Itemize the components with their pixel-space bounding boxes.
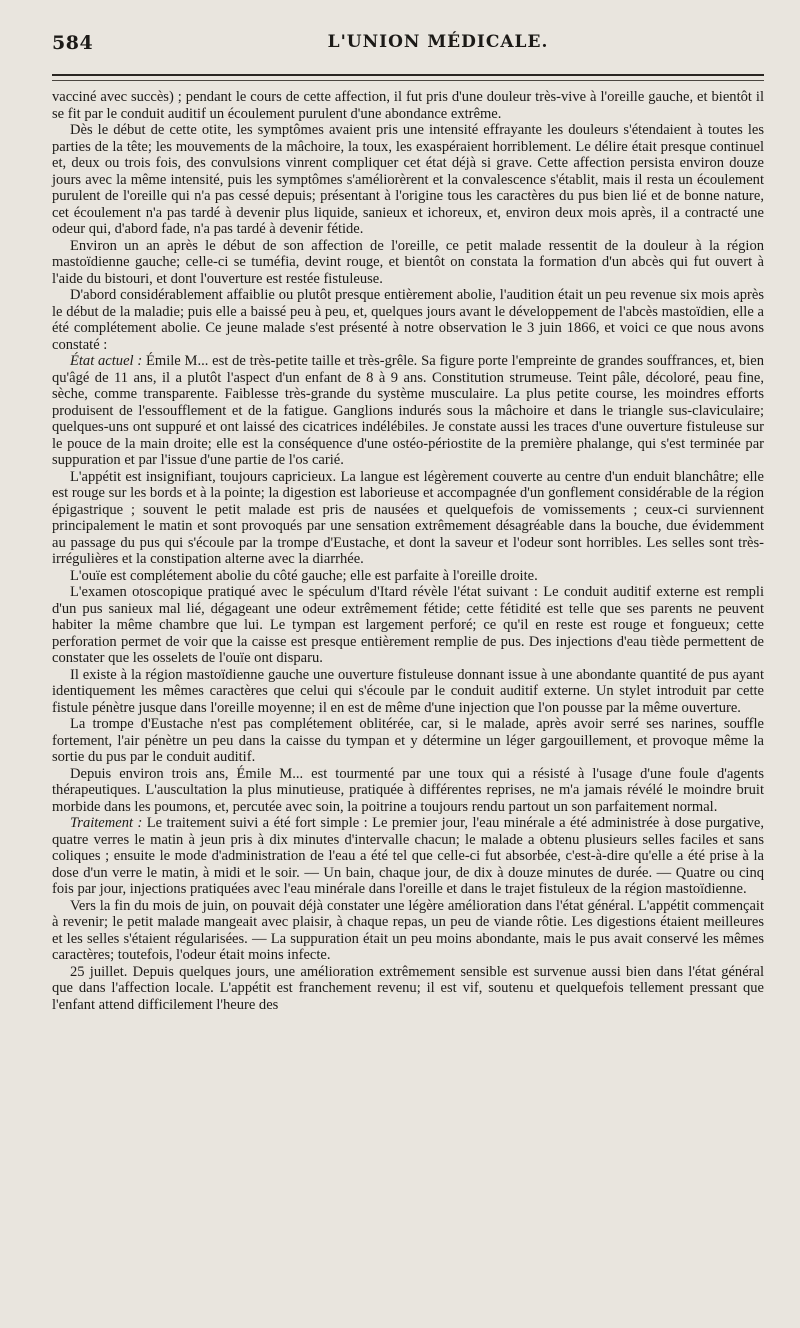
paragraph-text: Environ un an après le début de son affection de l'oreille, ce petit malade ressentit de la douleur à la région mastoïdienne gauche; celle-ci se tuméfia, devint rouge, et bientôt on constata la formation d'un abcès qui fut ouvert à l'aide du bistouri, et dont l'ouverture est restée fistuleuse. — [52, 237, 764, 287]
paragraph — [52, 287, 764, 353]
paragraph-text: 25 juillet. Depuis quelques jours, une amélioration extrêmement sensible est survenue aussi bien dans l'état général que dans l'affection locale. L'appétit est franchement revenu; il est vif, soutenu et quelquefois tellement pressant que l'enfant attend difficilement l'heure des — [52, 963, 764, 1013]
paragraph — [52, 766, 764, 816]
running-title: L'UNION MÉDICALE. — [327, 32, 549, 52]
paragraph-text: Il existe à la région mastoïdienne gauche une ouverture fistuleuse donnant issue à une abondante quantité de pus ayant identiquement les mêmes caractères que celui qui s'écoule par le conduit auditif externe. Un stylet introduit par cette fistule pénètre jusque dans l'oreille moyenne; il en est de même d'une injection que l'on pousse par la même ouverture. — [52, 666, 764, 716]
paragraph-text: L'examen otoscopique pratiqué avec le spéculum d'Itard révèle l'état suivant : Le conduit auditif externe est rempli d'un pus sanieux mal lié, dégageant une odeur extrêmement fétide; cette fétidité est telle que ses parents ne peuvent habiter la même chambre que lui. Le tympan est largement perforé; ce qu'il en reste est rouge et fongueux; cette perforation permet de voir que la caisse est presque entièrement remplie de pus. Des injections d'eau tiède permettent de constater que les osselets de l'ouïe ont disparu. — [52, 584, 764, 666]
run-in-heading: Traitement : — [70, 815, 143, 831]
paragraph-text: Dès le début de cette otite, les symptômes avaient pris une intensité effrayante les douleurs s'étendaient à toutes les parties de la tête; les mouvements de la mâchoire, la toux, les exaspéraient horriblement. Le délire était presque continuel et, deux ou trois fois, des convulsions vinrent compliquer cet état déjà si grave. Cette affection persista environ douze jours avec la même intensité, puis les symptômes s'améliorèrent et la convalescence s'établit, mais il resta un écoulement purulent de l'oreille qui n'a pas cessé depuis; présentant à l'origine tous les caractères du pus bien lié et de bonne nature, cet écoulement n'a pas tardé à devenir plus liquide, sanieux et ichoreux, et, environ deux mois après, il a contracté une odeur qui, d'abord fade, n'a pas tardé à devenir fétide. — [52, 122, 764, 237]
article-body — [52, 89, 764, 1013]
paragraph-text: vacciné avec succès) ; pendant le cours de cette affection, il fut pris d'une douleur très-vive à l'oreille gauche, et bientôt il se fit par le conduit auditif un écoulement purulent d'une abondance extrême. — [52, 89, 764, 122]
paragraph — [52, 89, 764, 122]
paragraph — [52, 568, 764, 585]
header-rule — [52, 74, 764, 76]
paragraph — [52, 584, 764, 667]
paragraph-text: La trompe d'Eustache n'est pas complétement oblitérée, car, si le malade, après avoir serré ses narines, souffle fortement, l'air pénètre un peu dans la caisse du tympan et y détermine un léger gargouillement, et provoque même la sortie du pus par le conduit auditif. — [52, 716, 764, 765]
paragraph — [52, 815, 764, 898]
page-header — [52, 26, 764, 60]
paragraph — [52, 353, 764, 469]
paragraph-text: D'abord considérablement affaiblie ou plutôt presque entièrement abolie, l'audition était un peu revenue six mois après le début de la maladie; puis elle a baissé peu à peu, et, quelques jours avant le développement de l'abcès mastoïdien, elle a été complétement abolie. Ce jeune malade s'est présenté à notre observation le 3 juin 1866, et voici ce que nous avons constaté : — [52, 287, 764, 353]
paragraph — [52, 898, 764, 964]
page-number: 584 — [52, 32, 94, 54]
paragraph — [52, 716, 764, 766]
paragraph — [52, 238, 764, 288]
paragraph-text: Émile M... est de très-petite taille et très-grêle. Sa figure porte l'empreinte de grandes souffrances, et, bien qu'âgé de 11 ans, il a plutôt l'aspect d'un enfant de 8 à 9 ans. Constitution strumeuse. Teint pâle, décoloré, peau fine, sèche, comme transparente. Faiblesse très-grande du système musculaire. La plus petite course, les moindres efforts produisent de l'essoufflement et de la fatigue. Ganglions indurés sous la mâchoire et dans le triangle sus-claviculaire; quelques-uns ont suppuré et ont laissé des cicatrices indélébiles. Je constate aussi les traces d'une ouverture fistuleuse sur le pouce de la main droite; elle est la conséquence d'une ostéo-périostite de la première phalange, qui s'est terminée par suppuration et par l'issue d'une partie de l'os carié. — [52, 353, 765, 468]
run-in-heading: État actuel : — [70, 353, 143, 369]
paragraph — [52, 122, 764, 238]
paragraph — [52, 667, 764, 717]
paragraph-text: Le traitement suivi a été fort simple : Le premier jour, l'eau minérale a été administrée à dose purgative, quatre verres le matin à jeun pris à dix minutes d'intervalle chacun; le malade a obtenu plusieurs selles faciles et sans coliques ; ensuite le mode d'administration de l'eau a été tel que celle-ci fut absorbée, c'est-à-dire qu'elle a été prise à la dose d'un verre le matin, à midi et le soir. — Un bain, chaque jour, de dix à douze minutes de durée. — Quatre ou cinq fois par jour, injections pratiquées avec l'eau minérale dans l'oreille et dans le trajet fistuleux de la région mastoïdienne. — [52, 815, 764, 897]
paragraph-text: Depuis environ trois ans, Émile M... est tourmenté par une toux qui a résisté à l'usage d'une foule d'agents thérapeutiques. L'auscultation la plus minutieuse, pratiquée à différentes reprises, ne m'a jamais révélé le moindre bruit morbide dans les poumons, et, percutée avec soin, la poitrine a toujours rendu partout un son parfaitement normal. — [52, 765, 764, 815]
paragraph-text: L'appétit est insignifiant, toujours capricieux. La langue est légèrement couverte au centre d'un enduit blanchâtre; elle est rouge sur les bords et à la pointe; la digestion est laborieuse et accompagnée d'un gonflement considérable de la région épigastrique ; souvent le petit malade est pris de nausées et quelquefois de vomissements ; ceux-ci surviennent principalement le matin et sont provoqués par une sensation extrêmement désagréable dans la bouche, due évidemment au passage du pus qui s'écoule par la trompe d'Eustache, et dont la saveur et l'odeur sont horribles. Les selles sont très-irrégulières et la constipation alterne avec la diarrhée. — [52, 468, 764, 567]
paragraph-text: Vers la fin du mois de juin, on pouvait déjà constater une légère amélioration dans l'état général. L'appétit commençait à revenir; le petit malade mangeait avec plaisir, à chaque repas, un peu de viande rôtie. Les digestions étaient meilleures et les selles s'étaient régularisées. — La suppuration était un peu moins abondante, mais le pus avait conservé les mêmes caractères; toutefois, l'odeur était moins infecte. — [52, 897, 764, 963]
paragraph-text: L'ouïe est complétement abolie du côté gauche; elle est parfaite à l'oreille droite. — [70, 567, 538, 584]
paragraph — [52, 964, 764, 1014]
header-rule-thin — [52, 80, 764, 81]
paragraph — [52, 469, 764, 568]
